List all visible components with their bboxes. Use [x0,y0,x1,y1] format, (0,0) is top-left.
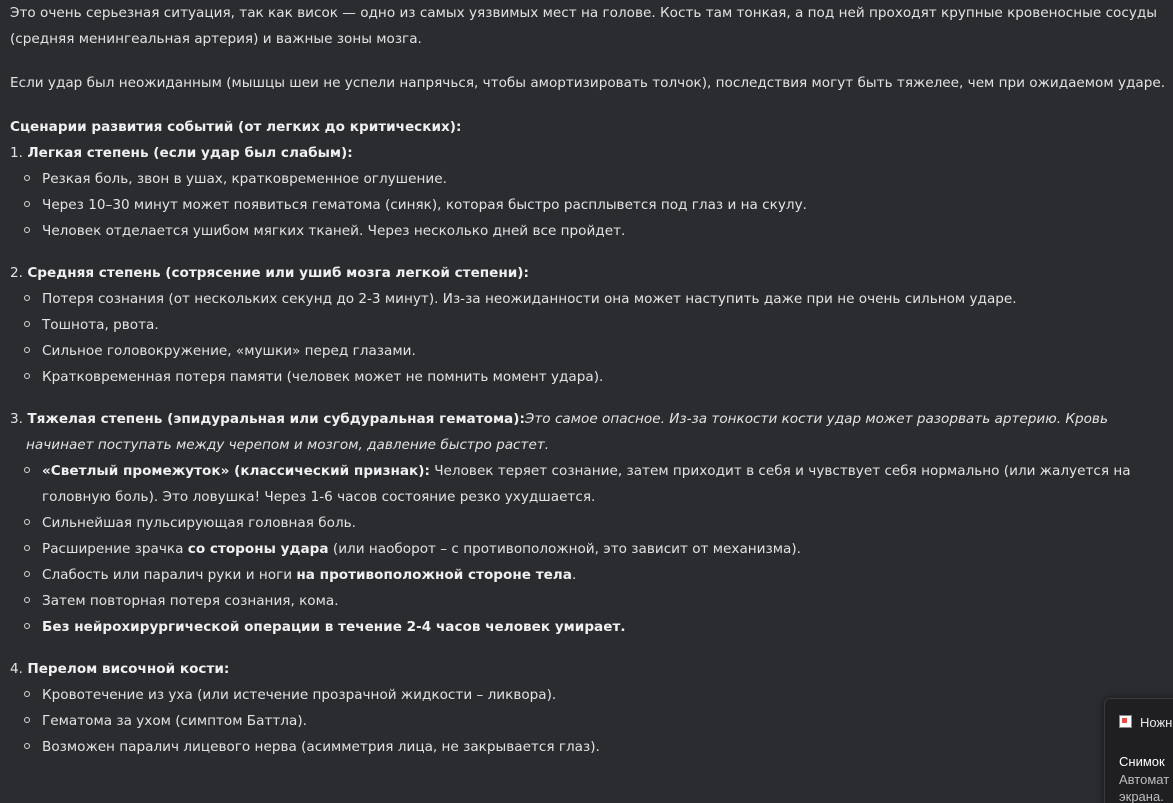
intro-paragraph-1: Это очень серьезная ситуация, так как висок — одно из самых уязвимых мест на голове. Кость там тонкая, а под ней проходят крупные кровеносные сосуды (средняя менингеальная артерия) и важные зоны мозга. [10,5,1158,47]
toast-title: Снимок [1119,754,1165,769]
list-item: Потеря сознания (от нескольких секунд до 2-3 минут). Из-за неожиданности она может наступить даже при не очень сильном ударе. [42,286,1170,312]
section-title: 2. Средняя степень (сотрясение или ушиб мозга легкой степени): [10,265,529,281]
toast-body: Автомат экрана. [1119,772,1170,803]
section-fracture [10,656,1173,760]
toast-app-name: Ножн [1140,715,1173,730]
response-content [10,0,1173,760]
bullet-list [10,166,1170,244]
list-item: Возможен паралич лицевого нерва (асимметрия лица, не закрывается глаз). [42,734,1170,760]
list-item: Через 10–30 минут может появиться гематома (синяк), которая быстро расплывется под глаз и на скулу. [42,192,1170,218]
list-item: Сильнейшая пульсирующая головная боль. [42,510,1170,536]
list-item: Кратковременная потеря памяти (человек может не помнить момент удара). [42,364,1170,390]
section-title: 1. Легкая степень (если удар был слабым): [10,145,353,161]
intro-paragraph-2: Если удар был неожиданным (мышцы шеи не успели напрячься, чтобы амортизировать толчок), последствия могут быть тяжелее, чем при ожидаемом ударе. [10,75,1166,91]
section-title: 3. Тяжелая степень (эпидуральная или субдуральная гематома):Это самое опасное. Из-за тонкости кости удар может разорвать артерию. Кровь начинает поступать между черепом и мозгом, давление быстро растет. [10,411,1108,453]
section-moderate [10,260,1170,390]
list-item: Сильное головокружение, «мушки» перед глазами. [42,338,1170,364]
list-item: Резкая боль, звон в ушах, кратковременное оглушение. [42,166,1170,192]
section-severe [10,406,1170,640]
section-mild [10,140,1170,244]
toast-header [1119,710,1172,736]
list-item: Гематома за ухом (симптом Баттла). [42,708,1170,734]
section-title: 4. Перелом височной кости: [10,661,230,677]
list-item: Расширение зрачка со стороны удара (или наоборот – с противоположной, это зависит от механизма). [42,536,1170,562]
screenshot-notification-toast[interactable] [1104,698,1173,803]
snipping-tool-icon [1119,715,1132,728]
list-item: Затем повторная потеря сознания, кома. [42,588,1170,614]
list-item: «Светлый промежуток» (классический признак): Человек теряет сознание, затем приходит в себя и чувствует себя нормально (или жалуется на головную боль). Это ловушка! Через 1-6 часов состояние резко ухудшается. [42,458,1170,510]
list-item: Человек отделается ушибом мягких тканей. Через несколько дней все пройдет. [42,218,1170,244]
section-description: Это самое опасное. Из-за тонкости кости удар может разорвать артерию. Кровь начинает поступать между черепом и мозгом, давление быстро растет. [26,411,1108,453]
list-item: Без нейрохирургической операции в течение 2-4 часов человек умирает. [42,614,1170,640]
list-item: Слабость или паралич руки и ноги на противоположной стороне тела. [42,562,1170,588]
bullet-list [10,458,1170,640]
list-item: Кровотечение из уха (или истечение прозрачной жидкости – ликвора). [42,682,1170,708]
bullet-list [10,682,1173,760]
scenarios-heading: Сценарии развития событий (от легких до критических): [10,119,462,135]
list-item: Тошнота, рвота. [42,312,1170,338]
bullet-list [10,286,1170,390]
